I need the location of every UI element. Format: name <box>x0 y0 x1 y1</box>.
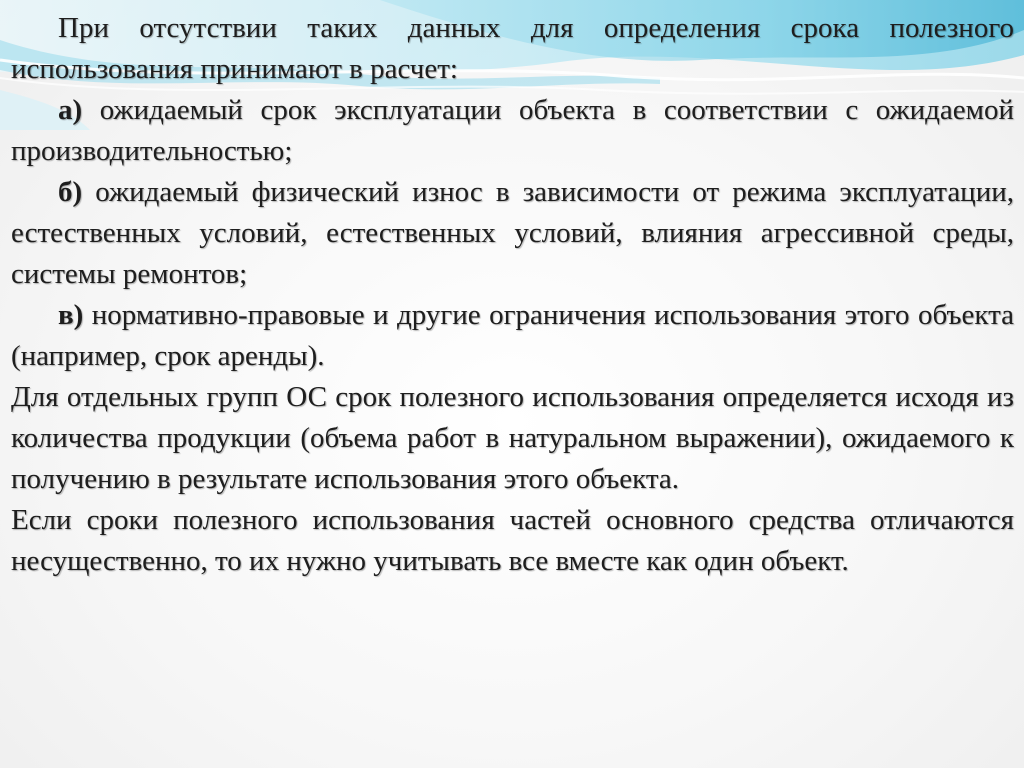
paragraph-groups: Для отдельных групп ОС срок полезного использования определяется исходя из количества продукции (объема работ в натуральном выражении), ожидаемого к получению в результате использования этого объекта. <box>11 381 1014 495</box>
list-item-a <box>11 90 1014 172</box>
list-marker-b: б) <box>58 176 83 208</box>
list-text-c: нормативно-правовые и другие ограничения использования этого объекта (например, срок аренды). <box>11 299 1014 372</box>
list-text-b: ожидаемый физический износ в зависимости от режима эксплуатации, естественных условий, естественных условий, влияния агрессивной среды, системы ремонтов; <box>11 176 1014 290</box>
list-item-c <box>11 295 1014 377</box>
intro-paragraph: При отсутствии таких данных для определения срока полезного использования принимают в расчет: <box>11 12 1014 85</box>
list-marker-a: а) <box>58 94 83 126</box>
list-marker-c: в) <box>58 299 84 331</box>
paragraph-parts: Если сроки полезного использования частей основного средства отличаются несущественно, то их нужно учитывать все вместе как один объект. <box>11 504 1014 577</box>
list-item-b <box>11 172 1014 295</box>
slide-text-body <box>11 8 1014 582</box>
list-text-a: ожидаемый срок эксплуатации объекта в соответствии с ожидаемой производительностью; <box>11 94 1014 167</box>
